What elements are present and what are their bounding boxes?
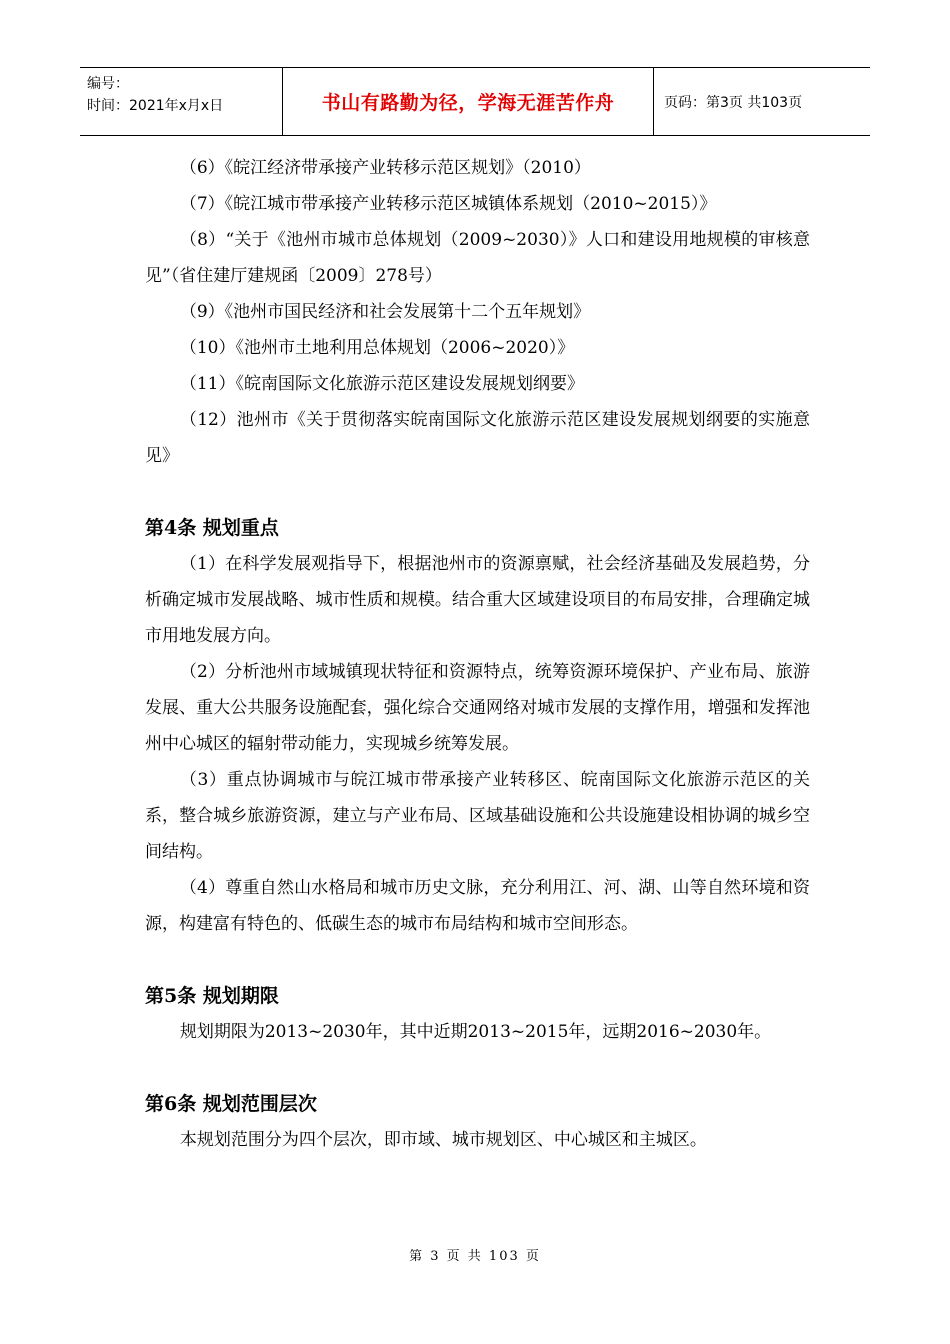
reference-item: （9）《池州市国民经济和社会发展第十二个五年规划》 (179, 302, 591, 322)
page-header (80, 67, 870, 136)
article-4-paragraph: （4）尊重自然山水格局和城市历史文脉，充分利用江、河、湖、山等自然环境和资源，构建富有特色的、低碳生态的城市布局结构和城市空间形态。 (145, 878, 810, 934)
article-6-heading: 第6条 规划范围层次 (145, 1093, 317, 1115)
article-5-heading: 第5条 规划期限 (145, 985, 279, 1007)
reference-item: （11）《皖南国际文化旅游示范区建设发展规划纲要》 (179, 374, 584, 394)
reference-item: （8）“关于《池州市城市总体规划（2009~2030）》人口和建设用地规模的审核意见”（省住建厅建规函〔2009〕278号） (145, 230, 810, 286)
article-6-paragraph: 本规划范围分为四个层次，即市域、城市规划区、中心城区和主城区。 (179, 1130, 707, 1150)
document-number-label: 编号： (87, 76, 129, 92)
header-page-info: 页码：第3页 共103页 (664, 94, 803, 111)
reference-item: （7）《皖江城市带承接产业转移示范区城镇体系规划（2010~2015）》 (179, 194, 717, 214)
article-4-heading: 第4条 规划重点 (145, 517, 279, 539)
header-meta (80, 68, 282, 135)
spacer (145, 474, 810, 510)
article-5-paragraph: 规划期限为2013~2030年，其中近期2013~2015年，远期2016~2030年。 (179, 1022, 772, 1042)
spacer (145, 1050, 810, 1086)
article-4-paragraph: （1）在科学发展观指导下，根据池州市的资源禀赋，社会经济基础及发展趋势，分析确定城市发展战略、城市性质和规模。结合重大区域建设项目的布局安排，合理确定城市用地发展方向。 (145, 554, 810, 646)
article-4-paragraph: （2）分析池州市域城镇现状特征和资源特点，统筹资源环境保护、产业布局、旅游发展、重大公共服务设施配套，强化综合交通网络对城市发展的支撑作用，增强和发挥池州中心城区的辐射带动能力，实现城乡统筹发展。 (145, 662, 810, 754)
document-time-label: 时间：2021年x月x日 (87, 98, 224, 114)
reference-item: （10）《池州市土地利用总体规划（2006~2020）》 (179, 338, 575, 358)
spacer (145, 942, 810, 978)
page-footer: 第 3 页 共 103 页 (409, 1249, 541, 1264)
reference-item: （6）《皖江经济带承接产业转移示范区规划》（2010） (179, 158, 591, 178)
article-4-paragraph: （3）重点协调城市与皖江城市带承接产业转移区、皖南国际文化旅游示范区的关系，整合城乡旅游资源，建立与产业布局、区域基础设施和公共设施建设相协调的城乡空间结构。 (145, 770, 810, 862)
reference-item: （12）池州市《关于贯彻落实皖南国际文化旅游示范区建设发展规划纲要的实施意见》 (145, 410, 810, 466)
header-motto: 书山有路勤为径，学海无涯苦作舟 (282, 68, 654, 135)
document-body (145, 150, 810, 1158)
